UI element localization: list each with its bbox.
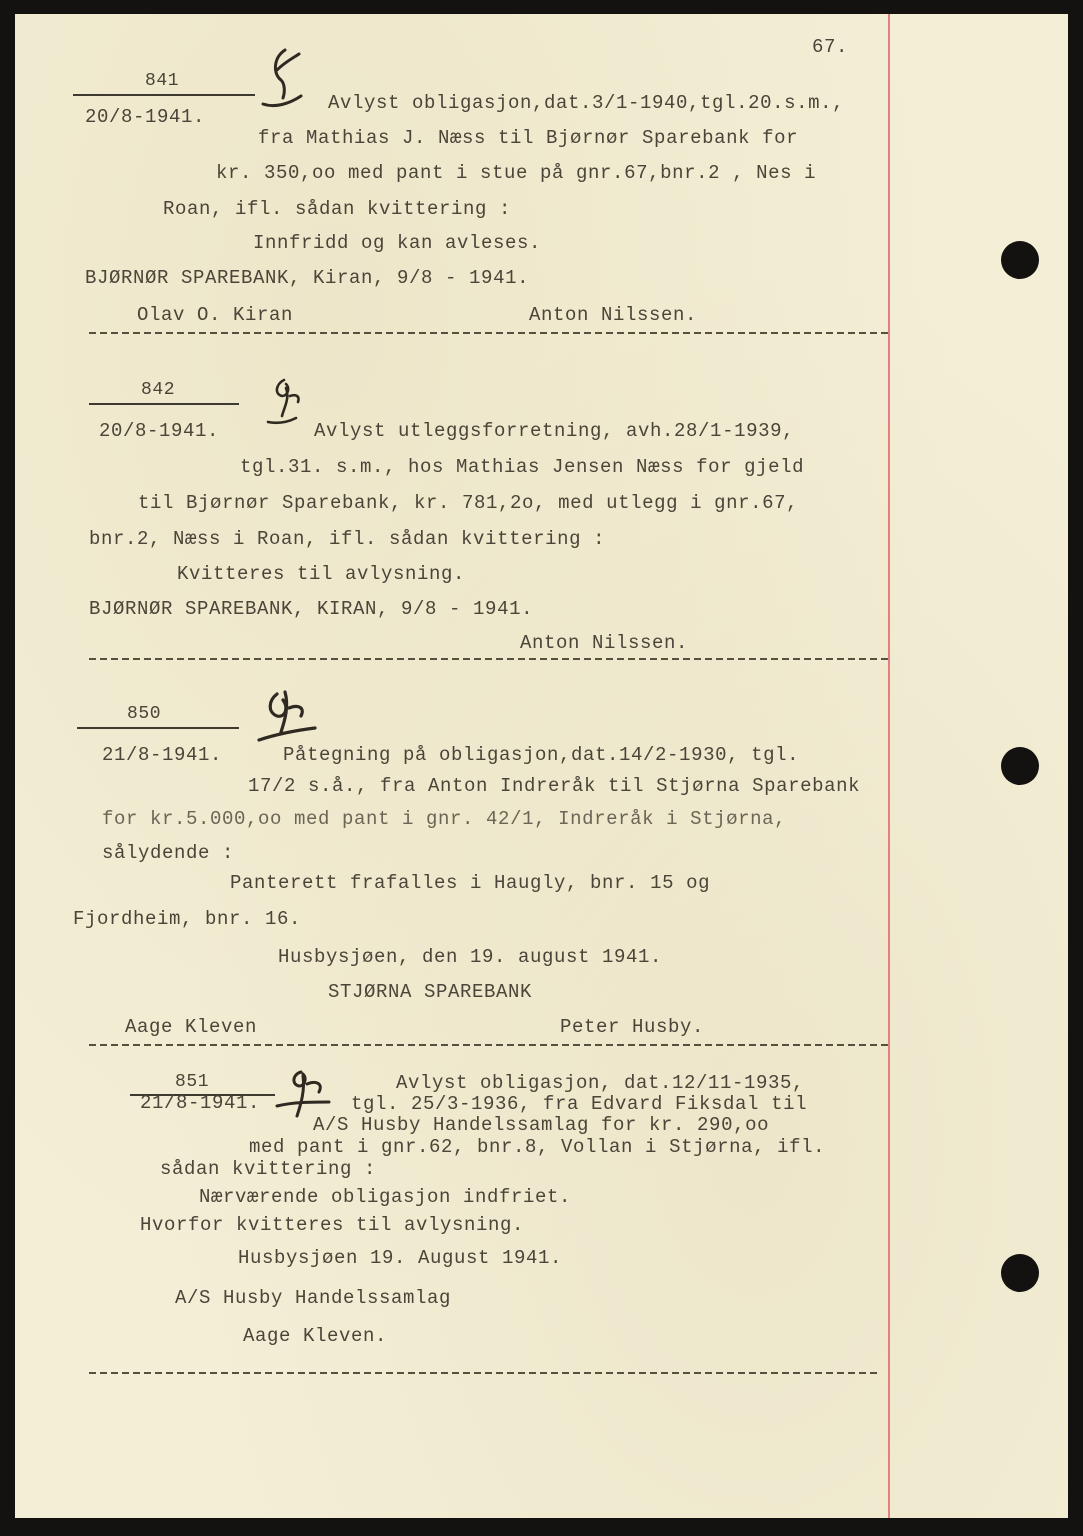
- entry-text-line: Innfridd og kan avleses.: [253, 232, 542, 254]
- entry-text-line: A/S Husby Handelssamlag: [175, 1287, 452, 1309]
- entry-text-line: sådan kvittering :: [160, 1158, 377, 1180]
- entry-text-line: Fjordheim, bnr. 16.: [73, 908, 302, 930]
- page-number: 67.: [812, 36, 849, 58]
- entry-text-line: Kvitteres til avlysning.: [177, 563, 466, 585]
- punch-hole-icon: [1001, 241, 1039, 279]
- entry-text-line: med pant i gnr.62, bnr.8, Vollan i Stjørna, ifl.: [249, 1136, 826, 1158]
- entry-text-line: tgl.31. s.m., hos Mathias Jensen Næss for gjeld: [240, 456, 805, 478]
- ledger-page: [15, 14, 1068, 1518]
- entry-text-line: Avlyst obligasjon,dat.3/1-1940,tgl.20.s.m.,: [328, 92, 845, 114]
- entry-text-line: tgl. 25/3-1936, fra Edvard Fiksdal til: [351, 1093, 808, 1115]
- signature: Anton Nilssen.: [520, 632, 689, 654]
- entry-number: 851: [175, 1072, 210, 1092]
- entry-text-line: 17/2 s.å., fra Anton Indreråk til Stjørna Sparebank: [248, 775, 861, 797]
- entry-text-line: Hvorfor kvitteres til avlysning.: [140, 1214, 525, 1236]
- entry-separator: [89, 332, 889, 334]
- entry-text-line: Husbysjøen, den 19. august 1941.: [278, 946, 663, 968]
- entry-text-line: for kr.5.000,oo med pant i gnr. 42/1, Indreråk i Stjørna,: [102, 808, 787, 830]
- entry-date: 21/8-1941.: [102, 744, 223, 766]
- handwritten-initial-icon: [255, 44, 315, 114]
- entry-text-line: Husbysjøen 19. August 1941.: [238, 1247, 563, 1269]
- punch-hole-icon: [1001, 747, 1039, 785]
- entry-number: 850: [127, 704, 162, 724]
- entry-text-line: til Bjørnør Sparebank, kr. 781,2o, med utlegg i gnr.67,: [138, 492, 799, 514]
- entry-separator: [89, 1372, 879, 1374]
- entry-text-line: BJØRNØR SPAREBANK, KIRAN, 9/8 - 1941.: [89, 598, 534, 620]
- entry-underline: [73, 94, 255, 96]
- entry-text-line: STJØRNA SPAREBANK: [328, 981, 533, 1003]
- entry-text-line: Avlyst obligasjon, dat.12/11-1935,: [396, 1072, 805, 1094]
- entry-text-line: A/S Husby Handelssamlag for kr. 290,oo: [313, 1114, 770, 1136]
- punch-hole-icon: [1001, 1254, 1039, 1292]
- entry-text-line: fra Mathias J. Næss til Bjørnør Sparebank for: [258, 127, 799, 149]
- entry-text-line: kr. 350,oo med pant i stue på gnr.67,bnr.2 , Nes i: [216, 162, 817, 184]
- handwritten-initial-icon: [260, 374, 315, 429]
- entry-separator: [89, 658, 889, 660]
- entry-text-line: Avlyst utleggsforretning, avh.28/1-1939,: [314, 420, 795, 442]
- entry-text-line: bnr.2, Næss i Roan, ifl. sådan kvittering :: [89, 528, 606, 550]
- entry-number: 842: [141, 380, 176, 400]
- entry-text-line: sålydende :: [102, 842, 235, 864]
- entry-underline: [89, 403, 239, 405]
- signature: Peter Husby.: [560, 1016, 705, 1038]
- entry-date: 20/8-1941.: [85, 106, 206, 128]
- entry-text-line: Panterett frafalles i Haugly, bnr. 15 og: [230, 872, 711, 894]
- signature: Aage Kleven: [125, 1016, 258, 1038]
- entry-underline: [77, 727, 239, 729]
- signature: Olav O. Kiran: [137, 304, 294, 326]
- entry-text-line: Roan, ifl. sådan kvittering :: [163, 198, 512, 220]
- handwritten-initial-icon: [255, 686, 335, 746]
- entry-number: 841: [145, 71, 180, 91]
- red-margin-line: [888, 14, 890, 1518]
- entry-text-line: Påtegning på obligasjon,dat.14/2-1930, tgl.: [283, 744, 800, 766]
- entry-date: 21/8-1941.: [140, 1092, 261, 1114]
- signature: Aage Kleven.: [243, 1325, 388, 1347]
- signature: Anton Nilssen.: [529, 304, 698, 326]
- entry-text-line: BJØRNØR SPAREBANK, Kiran, 9/8 - 1941.: [85, 267, 530, 289]
- entry-text-line: Nærværende obligasjon indfriet.: [199, 1186, 572, 1208]
- entry-separator: [89, 1044, 889, 1046]
- entry-date: 20/8-1941.: [99, 420, 220, 442]
